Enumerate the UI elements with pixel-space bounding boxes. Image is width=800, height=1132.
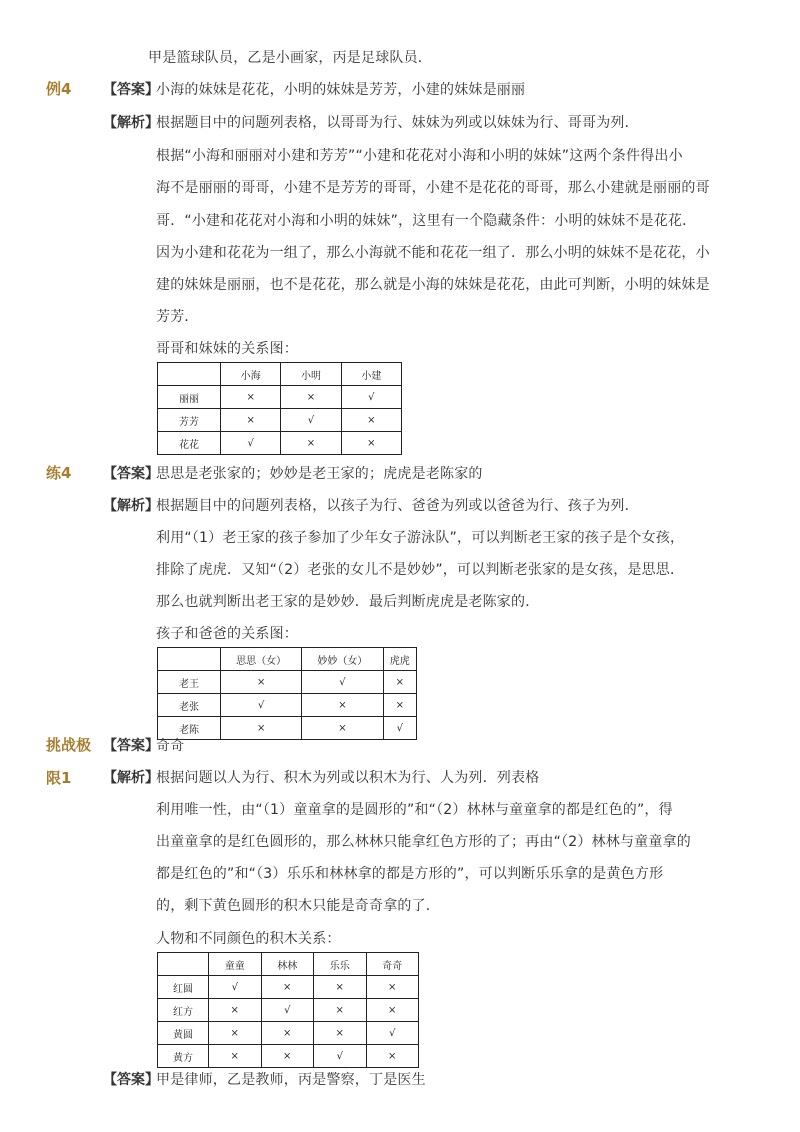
practice-4-paragraph-line: 那么也就判断出老王家的是妙妙．最后判断虎虎是老陈家的．: [156, 594, 540, 610]
example-4-analysis-first: 根据题目中的问题列表格，以哥哥为行、妹妹为列或以妹妹为行、哥哥为列．: [156, 115, 639, 131]
table-row: [158, 976, 419, 999]
table-cell: ×: [366, 1045, 419, 1068]
table-cell: [158, 953, 209, 976]
table-cell: [158, 648, 221, 671]
table-header-cell: 妙妙（女）: [302, 648, 383, 671]
table-cell: ×: [302, 717, 383, 740]
row-label: 老张: [158, 694, 221, 717]
child-father-table: [157, 647, 417, 740]
challenge-1-paragraph-line: 都是红色的”和“（3）乐乐和林林拿的都是方形的”，可以判断乐乐拿的是黄色方形: [156, 866, 664, 882]
example-4-paragraph-line: 建的妹妹是丽丽，也不是花花，那么就是小海的妹妹是花花，由此可判断，小明的妹妹是: [156, 277, 710, 293]
table-cell: √: [341, 386, 401, 409]
final-answer: 甲是律师，乙是教师，丙是警察，丁是医生: [156, 1072, 426, 1088]
table-cell: √: [221, 432, 281, 455]
row-label: 花花: [158, 432, 221, 455]
table-cell: ×: [209, 1045, 262, 1068]
table-cell: ×: [209, 999, 262, 1022]
table-cell: √: [281, 409, 341, 432]
row-label: 红方: [158, 999, 209, 1022]
table-cell: ×: [261, 976, 314, 999]
challenge-1-paragraph-line: 出童童拿的是红色圆形的，那么林林只能拿红色方形的了；再由“（2）林林与童童拿的: [156, 834, 691, 850]
example-4-answer-label: 【答案】: [103, 82, 159, 98]
table-header-cell: 虎虎: [383, 648, 416, 671]
table-cell: √: [209, 976, 262, 999]
example-4-table-caption: 哥哥和妹妹的关系图：: [156, 341, 298, 357]
table-header-cell: 乐乐: [314, 953, 367, 976]
table-cell: ×: [366, 999, 419, 1022]
top-line: 甲是篮球队员，乙是小画家，丙是足球队员．: [148, 50, 432, 66]
challenge-1-paragraph-line: 利用唯一性，由“（1）童童拿的是圆形的”和“（2）林林与童童拿的都是红色的”，得: [156, 802, 673, 818]
challenge-1-answer-label: 【答案】: [103, 738, 159, 754]
example-4-paragraph-line: 海不是丽丽的哥哥，小建不是芳芳的哥哥，小建不是花花的哥哥，那么小建就是丽丽的哥: [156, 180, 710, 196]
table-header-cell: 奇奇: [366, 953, 419, 976]
table-cell: √: [261, 999, 314, 1022]
table-cell: ×: [221, 386, 281, 409]
table-row: [158, 409, 402, 432]
table-header-cell: 童童: [209, 953, 262, 976]
table-cell: ×: [383, 671, 416, 694]
person-block-table: [157, 952, 419, 1068]
table-cell: ×: [341, 432, 401, 455]
table-cell: √: [366, 1022, 419, 1045]
challenge-1-tag: 挑战极: [46, 736, 92, 754]
row-label: 老王: [158, 671, 221, 694]
example-4-answer: 小海的妹妹是花花，小明的妹妹是芳芳，小建的妹妹是丽丽: [156, 82, 526, 98]
practice-4-answer: 思思是老张家的；妙妙是老王家的；虎虎是老陈家的: [156, 466, 483, 482]
practice-4-answer-label: 【答案】: [103, 466, 159, 482]
table-cell: ×: [314, 1022, 367, 1045]
table-header-cell: 林林: [261, 953, 314, 976]
table-cell: ×: [383, 694, 416, 717]
table-cell: ×: [281, 386, 341, 409]
final-answer-label: 【答案】: [103, 1072, 159, 1088]
practice-4-paragraph-line: 利用“（1）老王家的孩子参加了少年女子游泳队”，可以判断老王家的孩子是个女孩，: [156, 530, 685, 546]
table-cell: ×: [261, 1022, 314, 1045]
table-cell: ×: [261, 1045, 314, 1068]
example-4-paragraph-line: 芳芳．: [156, 309, 199, 325]
table-header-cell: 思思（女）: [221, 648, 302, 671]
table-cell: √: [383, 717, 416, 740]
challenge-1-paragraph-line: 的，剩下黄色圆形的积木只能是奇奇拿的了．: [156, 898, 440, 914]
table-row: [158, 694, 417, 717]
table-row: [158, 717, 417, 740]
practice-4-analysis-first: 根据题目中的问题列表格，以孩子为行、爸爸为列或以爸爸为行、孩子为列．: [156, 498, 639, 514]
table-header-cell: 小海: [221, 363, 281, 386]
row-label: 红圆: [158, 976, 209, 999]
example-4-analysis-label: 【解析】: [103, 115, 159, 131]
table-header-cell: 小建: [341, 363, 401, 386]
table-cell: √: [314, 1045, 367, 1068]
table-cell: ×: [302, 694, 383, 717]
table-cell: ×: [221, 671, 302, 694]
table-cell: ×: [366, 976, 419, 999]
challenge-1-analysis-first: 根据问题以人为行、积木为列或以积木为行、人为列．列表格: [156, 770, 540, 786]
table-header-cell: 小明: [281, 363, 341, 386]
table-row: [158, 432, 402, 455]
table-cell: √: [221, 694, 302, 717]
table-cell: ×: [221, 717, 302, 740]
practice-4-tag: 练4: [46, 464, 72, 482]
table-cell: ×: [281, 432, 341, 455]
table-row: [158, 999, 419, 1022]
practice-4-table-caption: 孩子和爸爸的关系图：: [156, 626, 298, 642]
row-label: 黄方: [158, 1045, 209, 1068]
table-cell: ×: [209, 1022, 262, 1045]
table-header-row: [158, 953, 419, 976]
example-4-paragraph-line: 因为小建和花花为一组了，那么小海就不能和花花一组了．那么小明的妹妹不是花花，小: [156, 245, 710, 261]
row-label: 黄圆: [158, 1022, 209, 1045]
table-row: [158, 1022, 419, 1045]
table-cell: [158, 363, 221, 386]
table-row: [158, 386, 402, 409]
table-cell: ×: [314, 999, 367, 1022]
table-cell: ×: [314, 976, 367, 999]
example-4-tag: 例4: [46, 80, 72, 98]
challenge-1-analysis-label: 【解析】: [103, 770, 159, 786]
row-label: 芳芳: [158, 409, 221, 432]
brother-sister-table: [157, 362, 402, 455]
practice-4-analysis-label: 【解析】: [103, 498, 159, 514]
challenge-1-table-caption: 人物和不同颜色的积木关系：: [156, 931, 341, 947]
table-header-row: [158, 648, 417, 671]
challenge-1-answer: 奇奇: [156, 738, 185, 754]
table-cell: ×: [221, 409, 281, 432]
row-label: 老陈: [158, 717, 221, 740]
table-cell: √: [302, 671, 383, 694]
example-4-paragraph-line: 哥．“小建和花花对小海和小明的妹妹”，这里有一个隐藏条件：小明的妹妹不是花花．: [156, 213, 697, 229]
row-label: 丽丽: [158, 386, 221, 409]
table-cell: ×: [341, 409, 401, 432]
challenge-1-tag-line2: 限1: [46, 769, 72, 787]
table-row: [158, 671, 417, 694]
practice-4-paragraph-line: 排除了虎虎．又知“（2）老张的女儿不是妙妙”，可以判断老张家的是女孩，是思思．: [156, 562, 685, 578]
table-row: [158, 1045, 419, 1068]
table-header-row: [158, 363, 402, 386]
example-4-paragraph-line: 根据“小海和丽丽对小建和芳芳”“小建和花花对小海和小明的妹妹”这两个条件得出小: [156, 148, 683, 164]
